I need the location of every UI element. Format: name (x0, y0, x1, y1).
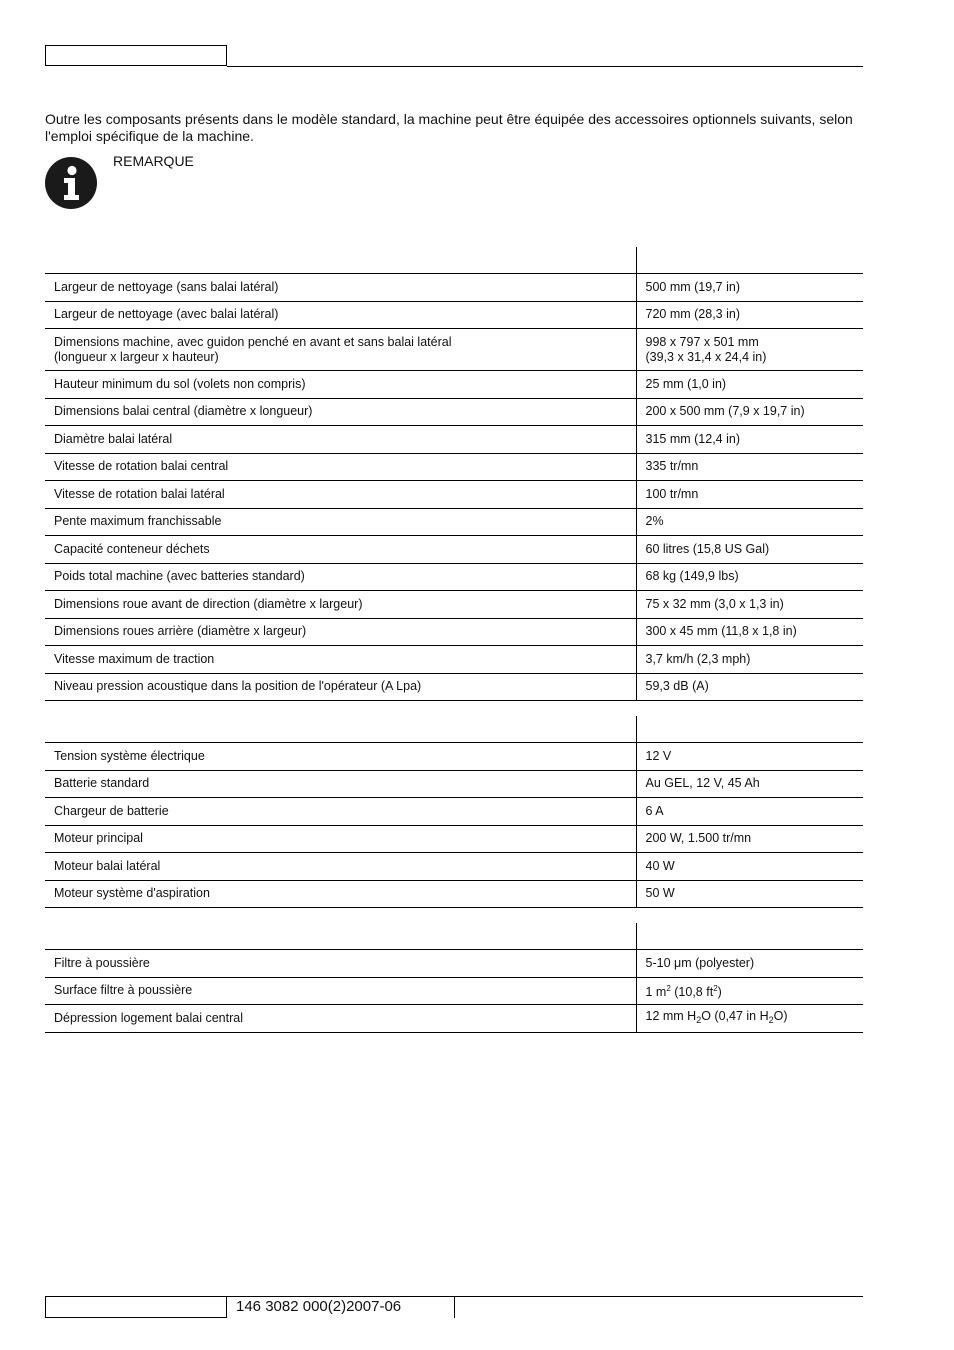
spec-label: Dimensions balai central (diamètre x longueur) (45, 398, 636, 426)
superscript: 2 (666, 984, 671, 994)
spec-value-line2: (39,3 x 31,4 x 24,4 in) (645, 349, 767, 364)
spec-label: Moteur principal (45, 825, 636, 853)
table-row (45, 398, 863, 426)
table-row (45, 1005, 863, 1033)
spec-value: 50 W (636, 880, 863, 908)
table-row (45, 977, 863, 1005)
spec-value: 200 W, 1.500 tr/mn (636, 825, 863, 853)
spec-value: 75 x 32 mm (3,0 x 1,3 in) (636, 591, 863, 619)
spec-value: 300 x 45 mm (11,8 x 1,8 in) (636, 618, 863, 646)
table-row (45, 770, 863, 798)
table-row (45, 646, 863, 674)
spec-label: Dépression logement balai central (45, 1005, 636, 1033)
spec-value: 200 x 500 mm (7,9 x 19,7 in) (636, 398, 863, 426)
spec-value (636, 329, 863, 371)
spec-value-line1: 998 x 797 x 501 mm (645, 334, 759, 349)
header-box (45, 45, 227, 66)
spec-label: Niveau pression acoustique dans la position de l'opérateur (A Lpa) (45, 673, 636, 701)
table-header-row (45, 247, 863, 274)
spec-label-line2: (longueur x largeur x hauteur) (54, 349, 219, 364)
intro-paragraph: Outre les composants présents dans le modèle standard, la machine peut être équipée des accessoires optionnels suivants, selon l'emploi spécifique de la machine. (45, 111, 853, 144)
spec-value (636, 1005, 863, 1033)
spec-label: Capacité conteneur déchets (45, 536, 636, 564)
spec-label (45, 329, 636, 371)
subscript: 2 (696, 1014, 702, 1025)
filter-spec-table (45, 923, 863, 1033)
value-part: O) (773, 1008, 788, 1023)
table-row (45, 508, 863, 536)
spec-label: Hauteur minimum du sol (volets non compris) (45, 371, 636, 399)
value-part: ) (717, 985, 722, 1000)
table-row (45, 536, 863, 564)
table-row (45, 591, 863, 619)
spec-value: 500 mm (19,7 in) (636, 274, 863, 302)
spec-label: Largeur de nettoyage (sans balai latéral) (45, 274, 636, 302)
table-row (45, 453, 863, 481)
spec-value: 335 tr/mn (636, 453, 863, 481)
spec-value: 59,3 dB (A) (636, 673, 863, 701)
value-part: (10,8 ft (670, 985, 714, 1000)
spec-label: Vitesse de rotation balai latéral (45, 481, 636, 509)
spec-value: 12 V (636, 743, 863, 771)
spec-value: 100 tr/mn (636, 481, 863, 509)
table-row (45, 825, 863, 853)
subscript: 2 (768, 1014, 774, 1025)
spec-label: Vitesse de rotation balai central (45, 453, 636, 481)
footer-rule (227, 1296, 863, 1297)
table-header-row (45, 716, 863, 743)
spec-value: 5-10 μm (polyester) (636, 950, 863, 978)
spec-label: Filtre à poussière (45, 950, 636, 978)
table-row (45, 880, 863, 908)
table-row (45, 798, 863, 826)
table-row (45, 301, 863, 329)
footer-box (45, 1296, 227, 1318)
spec-label: Moteur balai latéral (45, 853, 636, 881)
spec-label: Tension système électrique (45, 743, 636, 771)
spec-value (636, 977, 863, 1005)
superscript: 2 (713, 984, 718, 994)
value-part: 1 m (645, 985, 667, 1000)
info-icon (45, 157, 97, 209)
spec-label: Pente maximum franchissable (45, 508, 636, 536)
spec-value: 6 A (636, 798, 863, 826)
table-row (45, 371, 863, 399)
table-row (45, 673, 863, 701)
table-row (45, 563, 863, 591)
spec-value: 25 mm (1,0 in) (636, 371, 863, 399)
table-row (45, 481, 863, 509)
footer-divider (454, 1296, 455, 1318)
table-row (45, 618, 863, 646)
note-label: REMARQUE (113, 153, 194, 169)
spec-label: Moteur système d'aspiration (45, 880, 636, 908)
spec-value: 315 mm (12,4 in) (636, 426, 863, 454)
general-spec-table (45, 247, 863, 701)
spec-label: Vitesse maximum de traction (45, 646, 636, 674)
spec-value: 40 W (636, 853, 863, 881)
table-row (45, 426, 863, 454)
table-row (45, 274, 863, 302)
table-row (45, 950, 863, 978)
value-part: O (0,47 in H (701, 1008, 769, 1023)
spec-label: Diamètre balai latéral (45, 426, 636, 454)
spec-value: 68 kg (149,9 lbs) (636, 563, 863, 591)
spec-label: Chargeur de batterie (45, 798, 636, 826)
spec-value: 3,7 km/h (2,3 mph) (636, 646, 863, 674)
spec-label: Dimensions roues arrière (diamètre x largeur) (45, 618, 636, 646)
spec-label: Surface filtre à poussière (45, 977, 636, 1005)
spec-label-line1: Dimensions machine, avec guidon penché en avant et sans balai latéral (54, 334, 452, 349)
spec-label: Largeur de nettoyage (avec balai latéral) (45, 301, 636, 329)
document-reference: 146 3082 000(2)2007-06 (236, 1298, 402, 1315)
header-rule (227, 66, 863, 67)
electrical-spec-table (45, 716, 863, 908)
spec-label: Dimensions roue avant de direction (diamètre x largeur) (45, 591, 636, 619)
spec-value: 720 mm (28,3 in) (636, 301, 863, 329)
table-header-row (45, 923, 863, 950)
table-row (45, 743, 863, 771)
spec-value: 60 litres (15,8 US Gal) (636, 536, 863, 564)
spec-label: Poids total machine (avec batteries standard) (45, 563, 636, 591)
spec-value: 2% (636, 508, 863, 536)
spec-label: Batterie standard (45, 770, 636, 798)
value-part: 12 mm H (645, 1008, 697, 1023)
table-row (45, 329, 863, 371)
spec-value: Au GEL, 12 V, 45 Ah (636, 770, 863, 798)
table-row (45, 853, 863, 881)
